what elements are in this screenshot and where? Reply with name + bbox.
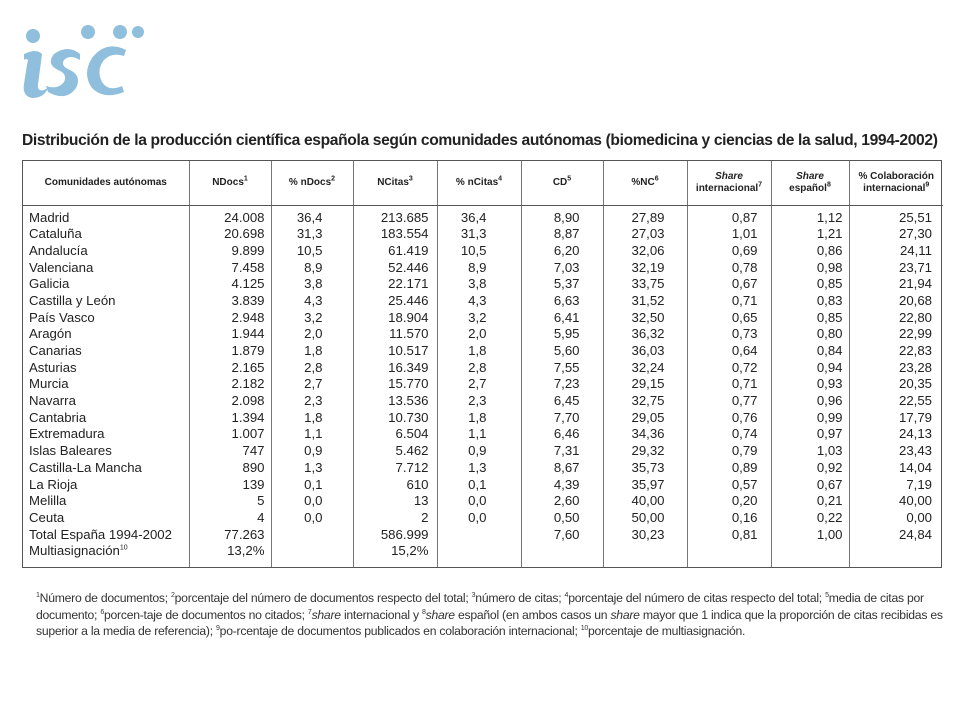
table-cell: 5,60: [553, 343, 580, 358]
table-cell: 4,3: [468, 292, 487, 308]
table-cell: 25.446: [388, 292, 429, 308]
table-cell: Multiasignación$^{10}$: [29, 543, 128, 559]
footnote-text: media de citas por documento;: [36, 591, 924, 622]
footnote-text: porcen-taje de documentos no citados;: [103, 607, 308, 622]
table-cell: 22,80: [898, 309, 932, 325]
table-cell: 2,8: [468, 359, 487, 375]
table-cell: 0,87: [731, 209, 758, 225]
table-cell: 890: [242, 459, 265, 475]
header-ncitas: NCitas$^3$: [353, 161, 437, 205]
table-cell: 0,0: [468, 509, 487, 525]
table-cell: 0,93: [816, 376, 843, 392]
table-cell: 36,32: [631, 326, 665, 342]
table-cell: 2,60: [553, 493, 580, 509]
table-cell: 0,64: [731, 343, 758, 358]
col-colaboracion: [849, 205, 943, 567]
table-title: Distribución de la producción científica española según comunidades autónomas (biomedicina y ciencias de la salud, 1994-2002): [22, 132, 938, 149]
table-cell: 1,21: [816, 226, 843, 242]
table-cell: 4: [257, 509, 265, 525]
footnote-text: porcentaje del número de citas respecto del total;: [568, 591, 826, 605]
table-cell: 20,68: [898, 292, 932, 308]
table-cell: 13,2%: [227, 543, 265, 559]
table-cell: 10.730: [388, 409, 429, 425]
table-cell: 747: [242, 443, 265, 459]
table-cell: 0,0: [304, 509, 323, 525]
table-cell: 22,99: [898, 326, 932, 342]
table-cell: 17,79: [898, 409, 932, 425]
table-cell: Ceuta: [29, 509, 65, 525]
table-cell: 29,32: [631, 443, 665, 459]
table-cell: 0,74: [731, 426, 758, 442]
footnote-marker: 2: [171, 591, 175, 599]
table-cell: [438, 543, 487, 560]
table-cell: 2,0: [468, 326, 487, 342]
table-cell: 32,19: [631, 259, 665, 275]
footnote-marker: 10: [580, 625, 589, 633]
table-cell: 0,96: [816, 393, 843, 409]
header-share-internacional: Share internacional$^7$: [687, 161, 771, 205]
table-cell: 36,4: [460, 209, 487, 225]
table-cell: 24,84: [898, 526, 932, 542]
table-cell: 0,81: [731, 526, 758, 542]
table-cell: 50,00: [631, 509, 665, 525]
header-cd: $CD^5$: [521, 161, 603, 205]
table-cell: 31,3: [296, 226, 323, 242]
col-ndocs: [189, 205, 271, 567]
table-cell: 25,51: [898, 209, 932, 225]
footnote-text: porcentaje de multiasignación.: [588, 624, 746, 639]
table-cell: 27,03: [631, 226, 665, 242]
table-cell: 27,89: [631, 209, 665, 225]
footnote-text: po-rcentaje de documentos publicados en colaboración internacional;: [219, 624, 581, 639]
table-cell: Asturias: [29, 359, 77, 375]
table-cell: 24.008: [224, 209, 265, 225]
table-cell: 0,16: [731, 509, 758, 525]
table-cell: 9.899: [231, 242, 265, 258]
table-cell: 0,76: [731, 409, 758, 425]
table-cell: 0,83: [816, 292, 843, 308]
table-cell: 1,01: [731, 226, 758, 242]
header-colaboracion: % Colaboración internacional$^9$: [849, 161, 943, 205]
table-cell: 36,03: [631, 343, 665, 358]
table-cell: 0,50: [553, 509, 580, 525]
table-cell: 32,50: [631, 309, 665, 325]
table-cell: Total España 1994-2002: [29, 526, 172, 542]
table-cell: [688, 543, 758, 560]
table-cell: Extremadura: [29, 426, 105, 442]
table-cell: 1,3: [468, 459, 487, 475]
table-cell: 7.712: [395, 459, 429, 475]
table-cell: 8,67: [553, 459, 580, 475]
table-cell: [438, 527, 487, 544]
table-cell: 22,55: [898, 393, 932, 409]
footnote-marker: 5: [825, 591, 829, 599]
table-cell: 2,8: [304, 359, 323, 375]
table-cell: Melilla: [29, 493, 67, 509]
table-cell: 8,87: [553, 226, 580, 242]
table-cell: 8,90: [553, 209, 580, 225]
table-cell: Aragón: [29, 326, 72, 342]
table-cell: 13: [413, 493, 429, 509]
table-cell: 0,69: [731, 242, 758, 258]
table-cell: 0,89: [731, 459, 758, 475]
table-cell: 0,77: [731, 393, 758, 409]
footnote-marker: 9: [216, 625, 220, 633]
table-cell: [272, 527, 323, 544]
table-cell: 6,63: [553, 292, 580, 308]
footnote-text: número de citas;: [475, 591, 565, 605]
table-cell: 6,45: [553, 393, 580, 409]
header-row: [23, 161, 943, 205]
table-cell: 7,55: [553, 359, 580, 375]
footnotes: [36, 590, 946, 640]
table-cell: 0,92: [816, 459, 843, 475]
table-cell: 20.698: [224, 226, 265, 242]
table-cell: 35,73: [631, 459, 665, 475]
table-cell: 1.944: [231, 326, 265, 342]
col-nc: [603, 205, 687, 567]
table-cell: 40,00: [631, 493, 665, 509]
footnote-text: español (en ambos casos un: [454, 607, 611, 622]
table-cell: 1.394: [231, 409, 265, 425]
table-cell: 6.504: [395, 426, 429, 442]
header-ndocs: NDocs$^1$: [189, 161, 271, 205]
table-cell: 2.948: [231, 309, 265, 325]
table-cell: 0,20: [731, 493, 758, 509]
table-cell: 0,1: [468, 476, 487, 492]
table-cell: 0,84: [816, 343, 843, 358]
table-cell: 8,9: [468, 259, 487, 275]
table-cell: 139: [242, 476, 265, 492]
table-cell: 0,9: [304, 443, 323, 459]
table-cell: 35,97: [631, 476, 665, 492]
table-cell: 2.098: [231, 393, 265, 409]
footnote-text: internacional y: [340, 607, 422, 622]
table-cell: País Vasco: [29, 309, 95, 325]
col-cd: [521, 205, 603, 567]
table-cell: 77.263: [224, 526, 265, 542]
footnote-italic: share: [311, 607, 341, 622]
table-cell: 7,70: [553, 409, 580, 425]
table-cell: 22,83: [898, 343, 932, 358]
table-cell: 5: [257, 493, 265, 509]
table-cell: 0,73: [731, 326, 758, 342]
table-cell: 31,3: [460, 226, 487, 242]
footnote-italic: share: [425, 607, 455, 622]
col-share-internacional: [687, 205, 771, 567]
table-cell: Galicia: [29, 276, 70, 292]
table-cell: 1.007: [231, 426, 265, 442]
table-cell: 32,06: [631, 242, 665, 258]
table-cell: 7,19: [906, 476, 932, 492]
col-share-espanol: [771, 205, 849, 567]
table-cell: 3.839: [231, 292, 265, 308]
table-cell: 0,67: [816, 476, 843, 492]
table-cell: 36,4: [296, 209, 323, 225]
table-cell: 0,67: [731, 276, 758, 292]
table-cell: 2.165: [231, 359, 265, 375]
table-cell: 0,79: [731, 443, 758, 459]
table-cell: 4,3: [304, 292, 323, 308]
table-cell: 0,65: [731, 309, 758, 325]
header-share-espanol: Share español$^8$: [771, 161, 849, 205]
col-pncitas: [437, 205, 521, 567]
table-cell: 5.462: [395, 443, 429, 459]
table-cell: 0,72: [731, 359, 758, 375]
table-cell: 0,9: [468, 443, 487, 459]
table-cell: 27,30: [898, 226, 932, 242]
table-cell: Islas Baleares: [29, 443, 112, 459]
table-cell: 1.879: [231, 343, 265, 358]
table-cell: 1,03: [816, 443, 843, 459]
table-cell: 6,20: [553, 242, 580, 258]
table-cell: 0,85: [816, 309, 843, 325]
table-cell: [604, 543, 665, 560]
table-cell: 29,15: [631, 376, 665, 392]
table-cell: 0,22: [816, 509, 843, 525]
table-cell: 1,1: [468, 426, 487, 442]
table-cell: 4.125: [231, 276, 265, 292]
table-cell: 30,23: [631, 526, 665, 542]
table-cell: 24,11: [899, 242, 932, 258]
table-cell: 15,2%: [391, 543, 429, 559]
table-cell: 0,71: [731, 292, 758, 308]
table-cell: 34,36: [631, 426, 665, 442]
table-cell: 29,05: [631, 409, 665, 425]
table-cell: 23,43: [898, 443, 932, 459]
table-cell: 31,52: [631, 292, 665, 308]
table-cell: 1,8: [468, 409, 487, 425]
table-cell: 2,7: [468, 376, 487, 392]
table-cell: 7,31: [553, 443, 580, 459]
footnote-italic: share: [610, 607, 640, 622]
table-cell: 8,9: [304, 259, 323, 275]
table-cell: Cantabria: [29, 409, 87, 425]
table-cell: Murcia: [29, 376, 69, 392]
table-cell: 0,0: [304, 493, 323, 509]
table-cell: 4,39: [553, 476, 580, 492]
header-nc: $\%NC^6$: [603, 161, 687, 205]
table-cell: 32,24: [631, 359, 665, 375]
table-cell: 6,41: [553, 309, 580, 325]
body-row: [23, 205, 943, 567]
table-cell: 21,94: [898, 276, 932, 292]
table-cell: 32,75: [631, 393, 665, 409]
footnote-text: mayor que 1 indica que la proporción de citas recibidas es superior a la media de referencia);: [36, 607, 943, 639]
table-cell: [522, 543, 580, 560]
footnote-marker: 7: [307, 608, 312, 616]
table-cell: 2,0: [304, 326, 323, 342]
footnote-marker: 6: [100, 608, 104, 616]
table-cell: 16.349: [388, 359, 429, 375]
table-cell: 7,23: [553, 376, 580, 392]
table-cell: 18.904: [388, 309, 429, 325]
footnote-text: porcentaje del número de documentos respecto del total;: [174, 591, 472, 605]
table-cell: 586.999: [380, 526, 429, 542]
isc-logo-icon: [14, 10, 144, 105]
col-ncitas: [353, 205, 437, 567]
table-cell: 0,99: [816, 409, 843, 425]
table-cell: Valenciana: [29, 259, 94, 275]
table-cell: 0,78: [731, 259, 758, 275]
table-cell: 0,97: [816, 426, 843, 442]
table-cell: 7,03: [553, 259, 580, 275]
table-cell: 2.182: [231, 376, 265, 392]
table-cell: 14,04: [898, 459, 932, 475]
table-cell: 22.171: [388, 276, 429, 292]
table-cell: 3,8: [468, 276, 487, 292]
footnote-marker: 1: [36, 591, 40, 599]
col-comunidades: [23, 205, 189, 567]
table-cell: 61.419: [388, 242, 429, 258]
table-cell: 7,60: [553, 526, 580, 542]
table-cell: Andalucía: [29, 242, 88, 258]
table-cell: Navarra: [29, 393, 76, 409]
table-cell: 0,57: [731, 476, 758, 492]
table-cell: 23,28: [898, 359, 932, 375]
table-cell: 0,71: [731, 376, 758, 392]
header-pncitas: % nCitas$^4$: [437, 161, 521, 205]
footnote-text: Número de documentos;: [39, 591, 171, 605]
table-cell: Canarias: [29, 343, 82, 358]
table-cell: 0,0: [468, 493, 487, 509]
table-cell: 0,00: [906, 509, 932, 525]
table-cell: 2,3: [304, 393, 323, 409]
table-cell: 183.554: [380, 226, 429, 242]
footnote-marker: 8: [421, 608, 426, 616]
table-cell: [272, 543, 323, 560]
table-cell: Madrid: [29, 209, 70, 225]
table-cell: 10.517: [388, 343, 429, 358]
table-cell: 11.570: [389, 326, 429, 342]
table-cell: 1,1: [304, 426, 323, 442]
table-cell: La Rioja: [29, 476, 78, 492]
table-cell: 15.770: [388, 376, 429, 392]
table-cell: 0,98: [816, 259, 843, 275]
table-cell: 0,21: [816, 493, 843, 509]
table-cell: 0,86: [816, 242, 843, 258]
table-cell: 1,12: [816, 209, 843, 225]
table-cell: 5,95: [553, 326, 580, 342]
table-cell: 7.458: [231, 259, 265, 275]
table-cell: 3,2: [468, 309, 487, 325]
header-pndocs: % nDocs$^2$: [271, 161, 353, 205]
data-table: [23, 161, 943, 567]
table-cell: 6,46: [553, 426, 580, 442]
table-cell: Cataluña: [29, 226, 82, 242]
table-cell: 213.685: [380, 209, 429, 225]
table-cell: 52.446: [388, 259, 429, 275]
table-cell: 33,75: [631, 276, 665, 292]
table-cell: 2,7: [304, 376, 323, 392]
table-cell: 1,3: [304, 459, 323, 475]
table-cell: 1,8: [304, 409, 323, 425]
table-cell: 23,71: [898, 259, 932, 275]
table-cell: 1,8: [468, 343, 487, 358]
table-cell: 10,5: [296, 242, 323, 258]
table-cell: 2,3: [468, 393, 487, 409]
table-cell: 3,2: [304, 309, 323, 325]
footnote-marker: 4: [564, 591, 569, 599]
data-table-container: [22, 160, 942, 568]
table-cell: [850, 543, 933, 560]
table-cell: 0,85: [816, 276, 843, 292]
table-cell: Castilla y León: [29, 292, 116, 308]
table-cell: 13.536: [388, 393, 429, 409]
footnote-marker: 3: [471, 591, 476, 599]
table-cell: 10,5: [460, 242, 487, 258]
table-cell: 40,00: [898, 493, 932, 509]
header-comunidades: Comunidades autónomas: [23, 161, 189, 205]
table-cell: 1,8: [304, 343, 323, 358]
table-cell: Castilla-La Mancha: [29, 459, 142, 475]
table-cell: 0,80: [816, 326, 843, 342]
col-pndocs: [271, 205, 353, 567]
table-cell: 3,8: [304, 276, 323, 292]
table-cell: 1,00: [816, 526, 843, 542]
table-cell: 24,13: [898, 426, 932, 442]
table-cell: 610: [406, 476, 429, 492]
table-cell: 20,35: [898, 376, 932, 392]
table-cell: 2: [421, 509, 429, 525]
table-cell: 0,1: [304, 476, 323, 492]
table-cell: 0,94: [816, 359, 843, 375]
table-cell: 5,37: [553, 276, 580, 292]
table-cell: [772, 543, 843, 560]
